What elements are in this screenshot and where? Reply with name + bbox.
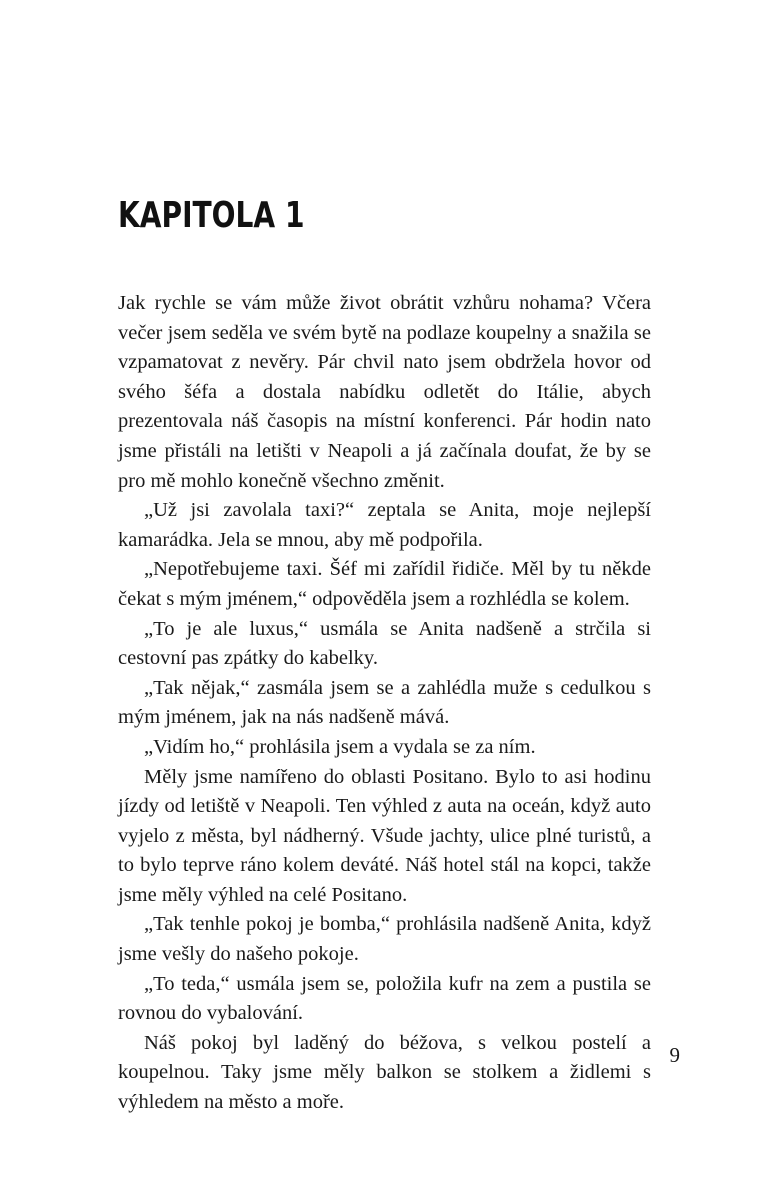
paragraph-3: „Nepotřebujeme taxi. Šéf mi zařídil řidiče. Měl by tu někde čekat s mým jménem,“ odpověděla jsem a rozhlédla se kolem. xyxy=(118,558,651,610)
paragraph-10: Náš pokoj byl laděný do béžova, s velkou postelí a koupelnou. Taky jsme měly balkon se stolkem a židlemi s výhledem na město a moře. xyxy=(118,1031,651,1114)
paragraph-2: „Už jsi zavolala taxi?“ zeptala se Anita, moje nejlepší kamarádka. Jela se mnou, aby mě podpořila. xyxy=(118,499,651,551)
page-number: 9 xyxy=(669,1043,680,1067)
paragraph-7: Měly jsme namířeno do oblasti Positano. Bylo to asi hodinu jízdy od letiště v Neapoli. Ten výhled z auta na oceán, když auto vyjelo z města, byl nádherný. Všude jachty, ulice plné turistů, a to bylo teprve ráno kolem deváté. Náš hotel stál na kopci, takže jsme měly výhled na celé Positano. xyxy=(118,765,651,906)
paragraph-6: „Vidím ho,“ prohlásila jsem a vydala se za ním. xyxy=(144,735,536,758)
paragraph-4: „To je ale luxus,“ usmála se Anita nadšeně a strčila si cestovní pas zpátky do kabelky. xyxy=(118,617,651,670)
paragraph-1: Jak rychle se vám může život obrátit vzhůru nohama? Včera večer jsem seděla ve svém bytě na podlaze koupelny a snažila se vzpamatovat z nevěry. Pár chvil nato jsem obdržela hovor od svého šéfa a dostala nabídku odletět do Itálie, abych prezentovala náš časopis na místní konferenci. Pár hodin nato jsme přistáli na letišti v Neapoli a já začínala doufat, že by se pro mě mohlo konečně všechno změnit. xyxy=(118,292,651,492)
paragraph-5: „Tak nějak,“ zasmála jsem se a zahlédla muže s cedulkou s mým jménem, jak na nás nadšeně mává. xyxy=(118,676,651,729)
paragraph-8: „Tak tenhle pokoj je bomba,“ prohlásila nadšeně Anita, když jsme vešly do našeho pokoje. xyxy=(118,913,651,966)
paragraph-9: „To teda,“ usmála jsem se, položila kufr na zem a pustila se rovnou do vybalování. xyxy=(118,972,651,1025)
chapter-title: KAPITOLA 1 xyxy=(118,195,305,236)
body-text xyxy=(118,289,651,1118)
